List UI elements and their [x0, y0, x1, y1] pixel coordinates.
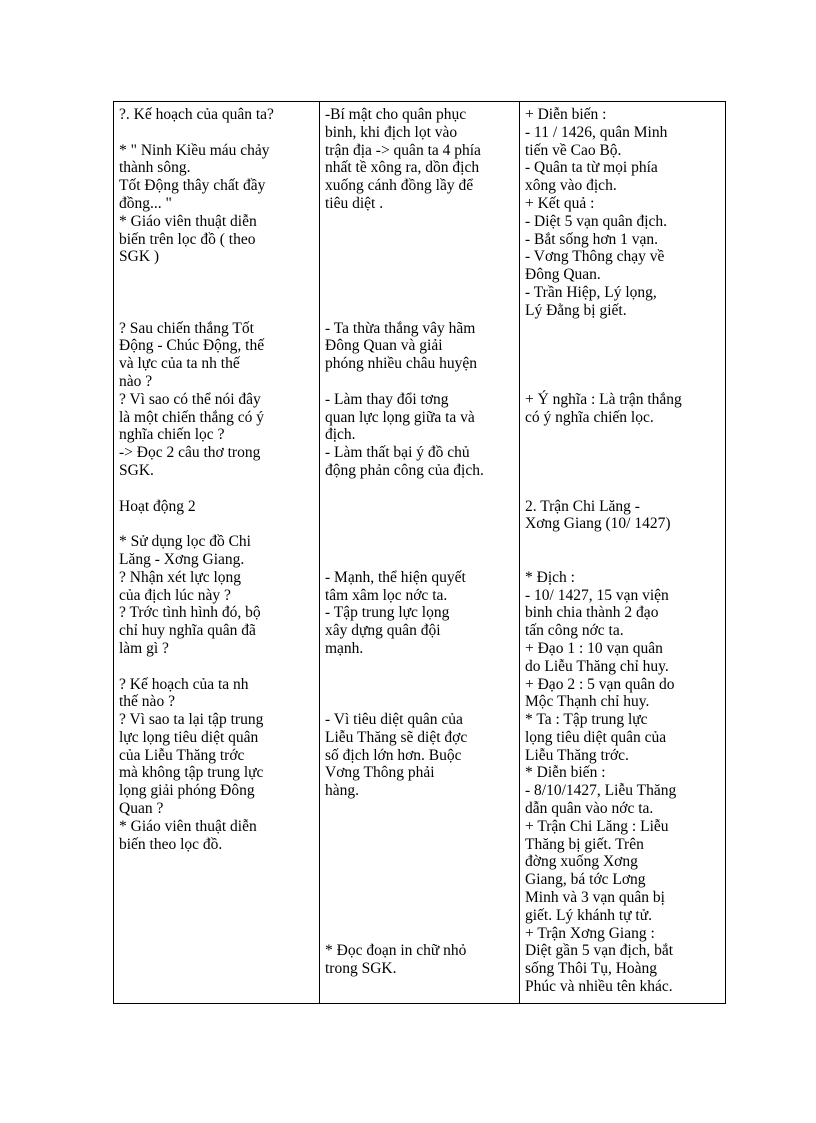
- text-line: Xơng Giang (10/ 1427): [525, 515, 671, 533]
- student-answers-column: [320, 102, 520, 1004]
- text-line: binh chia thành 2 đạo: [525, 604, 659, 622]
- blank-line: [119, 284, 316, 302]
- text-line: Đông Quan.: [525, 266, 601, 284]
- text-line: đờng xuống Xơng: [525, 853, 638, 871]
- text-line: - Vơng Thông chạy về: [525, 248, 665, 266]
- text-line: của Liễu Thăng trớc: [119, 746, 245, 764]
- blank-line: [325, 818, 516, 836]
- blank-line: [325, 266, 516, 284]
- blank-line: [325, 284, 516, 302]
- text-line: * Diễn biến :: [525, 764, 606, 782]
- text-line: lọng tiêu diệt quân của: [525, 728, 667, 746]
- blank-line: [325, 213, 516, 231]
- table-row: [114, 102, 726, 1004]
- text-line: Minh và 3 vạn quân bị: [525, 889, 665, 907]
- text-line: số địch lớn hơn. Buộc: [325, 746, 462, 764]
- blank-line: [525, 444, 722, 462]
- text-line: - Làm thất bại ý đồ chủ: [325, 444, 470, 462]
- text-line: ? Trớc tình hình đó, bộ: [119, 604, 261, 622]
- text-line: và lực của ta nh thế: [119, 355, 240, 373]
- text-line: xông vào địch.: [525, 177, 617, 195]
- lesson-content-column: [520, 102, 726, 1004]
- text-line: * Đọc đoạn in chữ nhỏ: [325, 942, 467, 960]
- text-line: thành sông.: [119, 159, 191, 177]
- text-line: Liễu Thăng sẽ diệt đợc: [325, 728, 468, 746]
- text-line: Vơng Thông phải: [325, 764, 435, 782]
- text-line: mạnh.: [325, 639, 364, 657]
- text-line: + Trận Chi Lăng : Liễu: [525, 817, 669, 835]
- text-line: -> Đọc 2 câu thơ trong: [119, 444, 261, 462]
- blank-line: [525, 337, 722, 355]
- text-line: ? Nhận xét lực lọng: [119, 568, 242, 586]
- text-line: Đông Quan và giải: [325, 337, 443, 355]
- text-line: Diệt gần 5 vạn địch, bắt: [525, 942, 674, 960]
- lesson-table: [113, 101, 726, 1004]
- text-line: mà không tập trung lực: [119, 764, 264, 782]
- text-line: nghĩa chiến lọc ?: [119, 426, 225, 444]
- blank-line: [325, 498, 516, 516]
- text-line: lọng giải phóng Đông: [119, 782, 255, 800]
- text-line: + Diễn biến :: [525, 106, 607, 123]
- text-line: Quan ?: [119, 800, 164, 818]
- text-line: Liễu Thăng trớc.: [525, 746, 629, 764]
- text-line: SGK.: [119, 461, 154, 479]
- blank-line: [325, 871, 516, 889]
- text-line: xây dựng quân đội: [325, 622, 441, 640]
- blank-line: [119, 266, 316, 284]
- blank-line: [325, 658, 516, 676]
- text-line: - Mạnh, thể hiện quyết: [325, 568, 466, 586]
- blank-line: [525, 373, 722, 391]
- text-line: đồng... ": [119, 194, 172, 212]
- text-line: phóng nhiều châu huyện: [325, 355, 477, 373]
- text-line: - Ta thừa thắng vây hãm: [325, 319, 476, 337]
- text-line: SGK ): [119, 248, 160, 266]
- blank-line: [525, 480, 722, 498]
- text-line: ? Vì sao ta lại tập trung: [119, 711, 264, 729]
- blank-line: [325, 231, 516, 249]
- text-line: - 11 / 1426, quân Minh: [525, 123, 668, 141]
- text-line: - Quân ta từ mọi phía: [525, 159, 658, 177]
- blank-line: [325, 373, 516, 391]
- blank-line: [525, 355, 722, 373]
- text-line: * Địch :: [525, 568, 575, 586]
- text-line: địch.: [325, 426, 356, 444]
- text-line: nhất tề xông ra, dồn địch: [325, 159, 480, 177]
- text-line: Lăng - Xơng Giang.: [119, 550, 245, 568]
- text-line: thế nào ?: [119, 693, 175, 711]
- text-line: Thăng bị giết. Trên: [525, 835, 644, 853]
- text-line: 2. Trận Chi Lăng -: [525, 497, 640, 515]
- blank-line: [325, 248, 516, 266]
- blank-line: [119, 124, 316, 142]
- text-line: - 10/ 1427, 15 vạn viện: [525, 586, 669, 604]
- text-line: lực lọng tiêu diệt quân: [119, 728, 259, 746]
- text-line: * Giáo viên thuật diễn: [119, 817, 257, 835]
- text-line: * " Ninh Kiều máu chảy: [119, 141, 270, 159]
- text-line: Mộc Thạnh chỉ huy.: [525, 693, 650, 711]
- teacher-questions-column: [114, 102, 320, 1004]
- blank-line: [325, 800, 516, 818]
- text-line: Động - Chúc Động, thế: [119, 337, 265, 355]
- text-line: quan lực lọng giữa ta và: [325, 408, 475, 426]
- blank-line: [119, 480, 316, 498]
- text-line: - Diệt 5 vạn quân địch.: [525, 212, 668, 230]
- blank-line: [325, 676, 516, 694]
- text-line: Giang, bá tớc Lơng: [525, 871, 646, 889]
- blank-line: [325, 302, 516, 320]
- text-line: sống Thôi Tụ, Hoàng: [525, 960, 658, 978]
- blank-line: [525, 533, 722, 551]
- text-line: ? Sau chiến thắng Tốt: [119, 319, 254, 337]
- text-line: binh, khi địch lọt vào: [325, 123, 458, 141]
- text-line: * Giáo viên thuật diễn: [119, 212, 257, 230]
- text-line: biến theo lọc đồ.: [119, 835, 223, 853]
- text-line: + Đạo 1 : 10 vạn quân: [525, 639, 663, 657]
- text-line: làm gì ?: [119, 639, 169, 657]
- blank-line: [119, 515, 316, 533]
- blank-line: [325, 693, 516, 711]
- text-line: - Làm thay đổi tơng: [325, 390, 449, 408]
- text-line: Hoạt động 2: [119, 497, 196, 515]
- text-line: trận địa -> quân ta 4 phía: [325, 141, 481, 159]
- text-line: -Bí mật cho quân phục: [325, 106, 467, 123]
- text-line: tấn công nớc ta.: [525, 622, 624, 640]
- blank-line: [119, 302, 316, 320]
- text-line: do Liễu Thăng chỉ huy.: [525, 657, 669, 675]
- text-line: động phản công của địch.: [325, 461, 484, 479]
- text-line: trong SGK.: [325, 960, 397, 978]
- text-line: dẫn quân vào nớc ta.: [525, 800, 654, 818]
- text-line: xuống cánh đồng lầy để: [325, 177, 474, 195]
- text-line: của địch lúc này ?: [119, 586, 231, 604]
- text-line: - 8/10/1427, Liễu Thăng: [525, 782, 677, 800]
- text-line: chỉ huy nghĩa quân đã: [119, 622, 256, 640]
- text-line: + Ý nghĩa : Là trận thắng: [525, 390, 682, 408]
- text-line: + Trận Xơng Giang :: [525, 924, 655, 942]
- text-line: - Vì tiêu diệt quân của: [325, 711, 463, 729]
- blank-line: [325, 889, 516, 907]
- text-line: + Kết quả :: [525, 194, 595, 212]
- text-line: Tốt Động thây chất đầy: [119, 177, 266, 195]
- blank-line: [325, 515, 516, 533]
- text-line: tiêu diệt .: [325, 194, 384, 212]
- blank-line: [525, 426, 722, 444]
- blank-line: [325, 907, 516, 925]
- text-line: ? Vì sao có thể nói đây: [119, 390, 261, 408]
- text-line: - Trần Hiệp, Lý lọng,: [525, 283, 657, 301]
- blank-line: [325, 480, 516, 498]
- blank-line: [525, 320, 722, 338]
- text-line: - Bắt sống hơn 1 vạn.: [525, 230, 659, 248]
- text-line: - Tập trung lực lọng: [325, 604, 450, 622]
- text-line: giết. Lý khánh tự tử.: [525, 906, 653, 924]
- blank-line: [525, 551, 722, 569]
- text-line: có ý nghĩa chiến lọc.: [525, 408, 654, 426]
- text-line: + Đạo 2 : 5 vạn quân do: [525, 675, 675, 693]
- text-line: tâm xâm lọc nớc ta.: [325, 586, 448, 604]
- blank-line: [119, 658, 316, 676]
- blank-line: [325, 533, 516, 551]
- text-line: biến trên lọc đồ ( theo: [119, 230, 256, 248]
- blank-line: [325, 836, 516, 854]
- text-line: ? Kế hoạch của ta nh: [119, 675, 249, 693]
- blank-line: [325, 853, 516, 871]
- text-line: là một chiến thắng có ý: [119, 408, 265, 426]
- blank-line: [325, 925, 516, 943]
- text-line: * Sử dụng lọc đồ Chi: [119, 533, 251, 551]
- text-line: Lý Đằng bị giết.: [525, 301, 627, 319]
- text-line: ?. Kế hoạch của quân ta?: [119, 106, 274, 123]
- text-line: hàng.: [325, 782, 360, 800]
- text-line: tiến về Cao Bộ.: [525, 141, 622, 159]
- blank-line: [325, 551, 516, 569]
- text-line: nào ?: [119, 372, 153, 390]
- blank-line: [525, 462, 722, 480]
- text-line: * Ta : Tập trung lực: [525, 711, 648, 729]
- text-line: Phúc và nhiều tên khác.: [525, 978, 673, 996]
